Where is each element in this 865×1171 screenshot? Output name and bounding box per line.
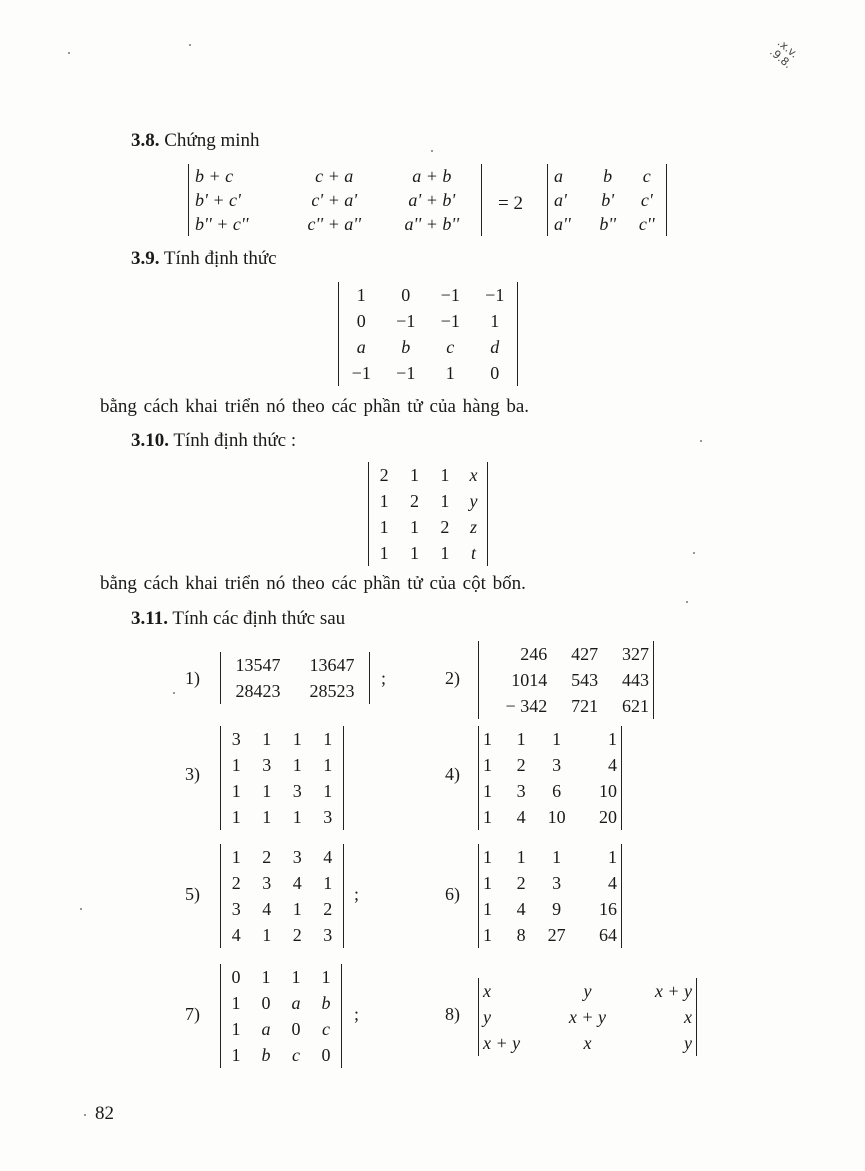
- problem-3-8-heading: [131, 130, 260, 152]
- matrix-cell: 1: [483, 728, 492, 749]
- matrix-cell: − 342: [505, 695, 548, 716]
- matrix-cell: 3: [231, 728, 241, 749]
- matrix-cell: −1: [440, 284, 460, 305]
- matrix-cell: 0: [401, 284, 411, 305]
- matrix-cell: 246: [520, 643, 548, 664]
- item-label: 5): [185, 884, 200, 904]
- item-label: 8): [445, 1004, 460, 1024]
- matrix-cell: 3: [552, 754, 562, 775]
- matrix-row: [339, 360, 517, 386]
- matrix-cell: 10: [547, 806, 566, 827]
- matrix-cell: a'' + b'': [404, 213, 460, 234]
- matrix-cell: 543: [571, 669, 599, 690]
- matrix-cell: 1: [379, 516, 389, 537]
- matrix-row: [369, 488, 487, 514]
- scan-speck: [173, 692, 175, 694]
- matrix-cell: c: [322, 1018, 330, 1039]
- scan-speck: [686, 601, 688, 603]
- matrix-cell: 2: [262, 846, 272, 867]
- matrix-cell: 1: [490, 310, 500, 331]
- matrix-cell: x: [583, 1032, 592, 1053]
- item-label: 3): [185, 764, 200, 784]
- matrix-cell: 1: [440, 464, 450, 485]
- matrix-cell: 0: [321, 1044, 331, 1065]
- matrix-cell: −1: [440, 310, 460, 331]
- matrix-3-9: [338, 282, 518, 386]
- matrix-cell: 1: [409, 542, 419, 563]
- scan-speck: [431, 150, 433, 152]
- matrix-cell: 1: [262, 924, 272, 945]
- matrix-cell: 28423: [235, 680, 281, 701]
- matrix-cell: −1: [396, 362, 416, 383]
- problem-number: 3.8.: [131, 130, 160, 151]
- matrix-cell: 4: [292, 872, 302, 893]
- matrix-cell: 3: [231, 898, 241, 919]
- matrix-row: [221, 922, 343, 948]
- separator-semicolon: ;: [354, 1004, 360, 1024]
- matrix-cell: b: [603, 165, 613, 186]
- scan-speck: [84, 1114, 86, 1116]
- matrix-row: [189, 188, 481, 212]
- matrix-cell: 1: [440, 542, 450, 563]
- problem-number: 3.9.: [131, 248, 160, 269]
- matrix-cell: 2: [516, 754, 526, 775]
- matrix-cell: 1: [552, 846, 562, 867]
- matrix-row: [479, 778, 621, 804]
- matrix-cell: 1: [483, 924, 492, 945]
- problem-3-9-instruction: bằng cách khai triển nó theo các phần tử của hàng ba.: [100, 396, 530, 417]
- matrix-cell: 1: [379, 490, 389, 511]
- matrix-cell: 3: [516, 780, 526, 801]
- matrix-cell: 64: [599, 924, 617, 945]
- matrix-cell: 0: [291, 1018, 301, 1039]
- matrix-cell: 1: [483, 754, 492, 775]
- matrix-cell: 1: [291, 966, 301, 987]
- matrix-cell: c: [642, 165, 651, 186]
- stamp-text: .x.v. .9.8.: [767, 36, 801, 72]
- matrix-cell: 1: [483, 806, 492, 827]
- matrix-row: [479, 870, 621, 896]
- matrix-row: [548, 212, 666, 236]
- problem-3-9-heading: [131, 248, 277, 270]
- matrix-cell: −1: [351, 362, 371, 383]
- matrix-cell: 1: [516, 728, 526, 749]
- matrix-cell: 443: [622, 669, 649, 690]
- matrix-cell: y: [684, 1032, 692, 1053]
- matrix-cell: 28523: [309, 680, 355, 701]
- matrix-item-4: [478, 726, 622, 830]
- matrix-cell: b'' + c'': [195, 213, 249, 234]
- matrix-row: [479, 667, 653, 693]
- matrix-cell: x + y: [483, 1032, 521, 1053]
- matrix-cell: a'': [554, 213, 571, 234]
- matrix-cell: 1: [261, 966, 271, 987]
- matrix-cell: 2: [292, 924, 302, 945]
- matrix-cell: 13547: [235, 654, 281, 675]
- matrix-row: [479, 1030, 696, 1056]
- matrix-row: [339, 282, 517, 308]
- matrix-row: [339, 334, 517, 360]
- scan-speck: [693, 552, 695, 554]
- problem-text: Chứng minh: [164, 130, 260, 151]
- matrix-cell: x: [483, 980, 491, 1001]
- matrix-cell: 1: [231, 806, 241, 827]
- scan-speck: [189, 44, 191, 46]
- matrix-cell: 13647: [309, 654, 355, 675]
- matrix-cell: 1: [323, 780, 333, 801]
- item-label: 1): [185, 668, 200, 688]
- matrix-row: [221, 1042, 341, 1068]
- matrix-cell: 327: [622, 643, 649, 664]
- matrix-row: [221, 896, 343, 922]
- separator-semicolon: ;: [381, 668, 387, 688]
- matrix-cell: x: [684, 1006, 692, 1027]
- matrix-row: [221, 752, 343, 778]
- matrix-cell: 10: [599, 780, 617, 801]
- matrix-row: [221, 870, 343, 896]
- matrix-cell: c: [292, 1044, 300, 1065]
- matrix-row: [479, 1004, 696, 1030]
- matrix-cell: 621: [622, 695, 649, 716]
- matrix-cell: b' + c': [195, 189, 241, 210]
- matrix-cell: y: [469, 490, 478, 511]
- matrix-row: [221, 1016, 341, 1042]
- matrix-cell: 3: [323, 924, 333, 945]
- matrix-row: [369, 462, 487, 488]
- matrix-row: [479, 726, 621, 752]
- matrix-item-1: [220, 652, 370, 704]
- problem-3-11-heading: [131, 608, 345, 630]
- matrix-cell: 4: [516, 806, 526, 827]
- matrix-cell: 1: [409, 464, 419, 485]
- matrix-cell: 6: [552, 780, 562, 801]
- matrix-cell: 4: [231, 924, 241, 945]
- matrix-row: [479, 896, 621, 922]
- matrix-cell: b: [261, 1044, 271, 1065]
- matrix-cell: a: [291, 992, 301, 1013]
- matrix-3-10: [368, 462, 488, 566]
- matrix-cell: a: [261, 1018, 271, 1039]
- matrix-row: [479, 844, 621, 870]
- matrix-cell: t: [470, 542, 476, 563]
- matrix-cell: y: [583, 980, 592, 1001]
- matrix-item-3: [220, 726, 344, 830]
- matrix-row: [369, 514, 487, 540]
- item-label: 6): [445, 884, 460, 904]
- matrix-row: [479, 693, 653, 719]
- matrix-cell: 1: [323, 872, 333, 893]
- matrix-cell: 3: [292, 780, 302, 801]
- matrix-cell: 1: [323, 754, 333, 775]
- matrix-cell: 20: [599, 806, 617, 827]
- item-label: 7): [185, 1004, 200, 1024]
- matrix-cell: x: [469, 464, 478, 485]
- matrix-item-2: [478, 641, 654, 719]
- matrix-cell: 16: [599, 898, 617, 919]
- matrix-row: [479, 922, 621, 948]
- matrix-cell: 2: [440, 516, 450, 537]
- matrix-item-6: [478, 844, 622, 948]
- matrix-cell: −1: [396, 310, 416, 331]
- matrix-cell: 1: [292, 754, 302, 775]
- matrix-cell: 2: [323, 898, 333, 919]
- matrix-cell: a' + b': [408, 189, 456, 210]
- matrix-cell: a + b: [412, 165, 452, 186]
- matrix-row: [221, 726, 343, 752]
- library-stamp: [767, 37, 801, 71]
- matrix-cell: 1: [483, 780, 492, 801]
- separator-semicolon: ;: [354, 884, 360, 904]
- matrix-cell: 3: [323, 806, 333, 827]
- matrix-cell: 0: [261, 992, 271, 1013]
- matrix-row: [548, 188, 666, 212]
- matrix-cell: 4: [323, 846, 333, 867]
- matrix-cell: 27: [547, 924, 566, 945]
- scan-speck: [700, 440, 702, 442]
- matrix-row: [369, 540, 487, 566]
- matrix-cell: 721: [571, 695, 599, 716]
- matrix-cell: 9: [552, 898, 562, 919]
- matrix-cell: 3: [552, 872, 562, 893]
- matrix-cell: d: [490, 336, 500, 357]
- matrix-cell: 2: [516, 872, 526, 893]
- matrix-cell: c'' + a'': [307, 213, 362, 234]
- problem-number: 3.11.: [131, 608, 168, 629]
- matrix-cell: 1014: [511, 669, 548, 690]
- matrix-cell: 1: [483, 846, 492, 867]
- matrix-cell: b'': [599, 213, 617, 234]
- matrix-cell: 4: [608, 754, 617, 775]
- matrix-row: [221, 990, 341, 1016]
- matrix-cell: z: [469, 516, 477, 537]
- matrix-cell: 1: [608, 846, 617, 867]
- matrix-cell: 1: [323, 728, 333, 749]
- matrix-cell: 1: [516, 846, 526, 867]
- matrix-row: [221, 778, 343, 804]
- matrix-cell: a: [356, 336, 366, 357]
- matrix-item-5: [220, 844, 344, 948]
- matrix-cell: 8: [516, 924, 526, 945]
- matrix-cell: 1: [483, 872, 492, 893]
- equals-two: = 2: [498, 193, 523, 214]
- matrix-row: [221, 964, 341, 990]
- matrix-cell: 0: [231, 966, 241, 987]
- matrix-cell: 4: [516, 898, 526, 919]
- matrix-cell: 1: [445, 362, 455, 383]
- matrix-row: [479, 641, 653, 667]
- matrix-cell: 4: [608, 872, 617, 893]
- matrix-cell: 1: [292, 898, 302, 919]
- matrix-row: [479, 978, 696, 1004]
- matrix-cell: a': [554, 189, 567, 210]
- matrix-cell: 2: [409, 490, 419, 511]
- matrix-cell: 427: [571, 643, 599, 664]
- matrix-cell: 1: [231, 754, 241, 775]
- matrix-row: [189, 164, 481, 188]
- problem-3-10-heading: [131, 430, 296, 452]
- matrix-cell: b + c: [195, 165, 234, 186]
- matrix-row: [548, 164, 666, 188]
- matrix-cell: b: [321, 992, 331, 1013]
- matrix-cell: x + y: [654, 980, 692, 1001]
- matrix-cell: 1: [440, 490, 450, 511]
- problem-text: Tính các định thức sau: [172, 608, 346, 629]
- matrix-cell: 1: [321, 966, 331, 987]
- matrix-3-8-lhs: [188, 164, 482, 236]
- matrix-cell: 1: [483, 898, 492, 919]
- matrix-cell: 1: [552, 728, 562, 749]
- matrix-cell: 1: [608, 728, 617, 749]
- matrix-cell: 3: [292, 846, 302, 867]
- problem-3-10-instruction: bằng cách khai triển nó theo các phần tử của cột bốn.: [100, 573, 526, 594]
- matrix-cell: y: [483, 1006, 491, 1027]
- matrix-row: [479, 804, 621, 830]
- scan-speck: [80, 908, 82, 910]
- matrix-cell: 1: [409, 516, 419, 537]
- matrix-cell: a: [554, 165, 563, 186]
- matrix-cell: c': [640, 189, 653, 210]
- matrix-cell: 3: [262, 754, 272, 775]
- matrix-cell: 1: [231, 780, 241, 801]
- matrix-item-7: [220, 964, 342, 1068]
- matrix-cell: 2: [379, 464, 389, 485]
- matrix-cell: 3: [262, 872, 272, 893]
- page-number: 82: [95, 1103, 114, 1124]
- matrix-row: [221, 804, 343, 830]
- item-label: 4): [445, 764, 460, 784]
- matrix-cell: 1: [292, 728, 302, 749]
- matrix-cell: 1: [356, 284, 366, 305]
- problem-text: Tính định thức :: [173, 430, 297, 451]
- matrix-cell: −1: [485, 284, 505, 305]
- matrix-cell: 1: [292, 806, 302, 827]
- matrix-cell: x + y: [568, 1006, 607, 1027]
- matrix-cell: c: [446, 336, 455, 357]
- matrix-row: [221, 844, 343, 870]
- matrix-cell: c' + a': [311, 189, 358, 210]
- matrix-cell: 1: [231, 846, 241, 867]
- matrix-cell: 1: [262, 780, 272, 801]
- matrix-cell: 1: [262, 728, 272, 749]
- problem-text: Tính định thức: [163, 248, 277, 269]
- matrix-3-8-rhs: [547, 164, 667, 236]
- matrix-row: [479, 752, 621, 778]
- matrix-cell: b': [601, 189, 615, 210]
- matrix-cell: 1: [262, 806, 272, 827]
- item-label: 2): [445, 668, 460, 688]
- problem-number: 3.10.: [131, 430, 169, 451]
- matrix-cell: c'': [638, 213, 655, 234]
- matrix-cell: 1: [231, 1044, 241, 1065]
- matrix-cell: c + a: [315, 165, 354, 186]
- matrix-cell: b: [401, 336, 411, 357]
- scan-speck: [68, 52, 70, 54]
- matrix-row: [189, 212, 481, 236]
- matrix-row: [339, 308, 517, 334]
- matrix-row: [221, 678, 369, 704]
- matrix-item-8: [478, 978, 697, 1056]
- matrix-cell: 1: [379, 542, 389, 563]
- matrix-cell: 4: [262, 898, 272, 919]
- matrix-cell: 0: [490, 362, 500, 383]
- matrix-cell: 2: [231, 872, 241, 893]
- matrix-cell: 1: [231, 1018, 241, 1039]
- matrix-row: [221, 652, 369, 678]
- matrix-cell: 1: [231, 992, 241, 1013]
- matrix-cell: 0: [356, 310, 366, 331]
